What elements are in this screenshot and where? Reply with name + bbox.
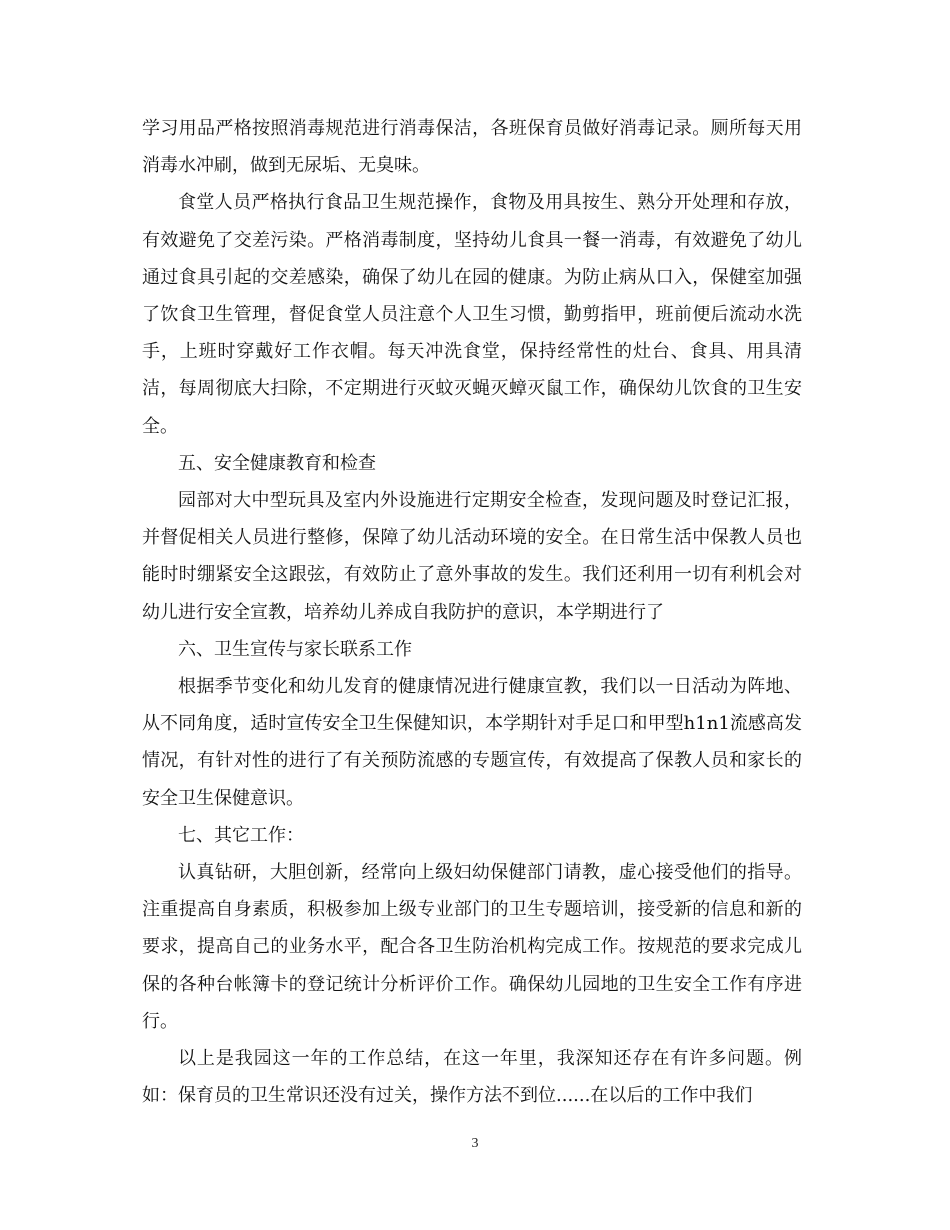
document-body [142,110,802,1114]
page-number: 3 [471,1136,479,1151]
paragraph-summary: 以上是我园这一年的工作总结，在这一年里，我深知还存在有许多问题。例如：保育员的卫生常识还没有过关，操作方法不到位......在以后的工作中我们 [142,1048,802,1107]
paragraph-other-work: 认真钻研，大胆创新，经常向上级妇幼保健部门请教，虚心接受他们的指导。注重提高自身素质，积极参加上级专业部门的卫生专题培训，接受新的信息和新的要求，提高自己的业务水平，配合各卫生防治机构完成工作。按规范的要求完成儿保的各种台帐簿卡的登记统计分析评价工作。确保幼儿园地的卫生安全工作有序进行。 [142,862,802,1032]
section-heading-safety: 五、安全健康教育和检查 [178,452,376,474]
paragraph-health-education: 根据季节变化和幼儿发育的健康情况进行健康宣教，我们以一日活动为阵地、从不同角度，适时宣传安全卫生保健知识，本学期针对手足口和甲型h1n1流感高发情况，有针对性的进行了有关预防流感的专题宣传，有效提高了保教人员和家长的安全卫生保健意识。 [142,676,802,809]
section-heading-other-work: 七、其它工作： [178,824,304,846]
paragraph-disinfection: 学习用品严格按照消毒规范进行消毒保洁，各班保育员做好消毒记录。厕所每天用消毒水冲刷，做到无尿垢、无臭味。 [142,118,802,177]
paragraph-canteen-hygiene: 食堂人员严格执行食品卫生规范操作，食物及用具按生、熟分开处理和存放，有效避免了交差污染。严格消毒制度，坚持幼儿食具一餐一消毒，有效避免了幼儿通过食具引起的交差感染，确保了幼儿在园的健康。为防止病从口入，保健室加强了饮食卫生管理，督促食堂人员注意个人卫生习惯，勤剪指甲，班前便后流动水洗手，上班时穿戴好工作衣帽。每天冲洗食堂，保持经常性的灶台、食具、用具清洁，每周彻底大扫除，不定期进行灭蚊灭蝇灭蟑灭鼠工作，确保幼儿饮食的卫生安全。 [142,192,802,437]
section-heading-publicity: 六、卫生宣传与家长联系工作 [178,638,412,660]
paragraph-safety-inspection: 园部对大中型玩具及室内外设施进行定期安全检查，发现问题及时登记汇报，并督促相关人员进行整修，保障了幼儿活动环境的安全。在日常生活中保教人员也能时时绷紧安全这跟弦，有效防止了意外事故的发生。我们还利用一切有利机会对幼儿进行安全宣教，培养幼儿养成自我防护的意识，本学期进行了 [142,490,802,623]
